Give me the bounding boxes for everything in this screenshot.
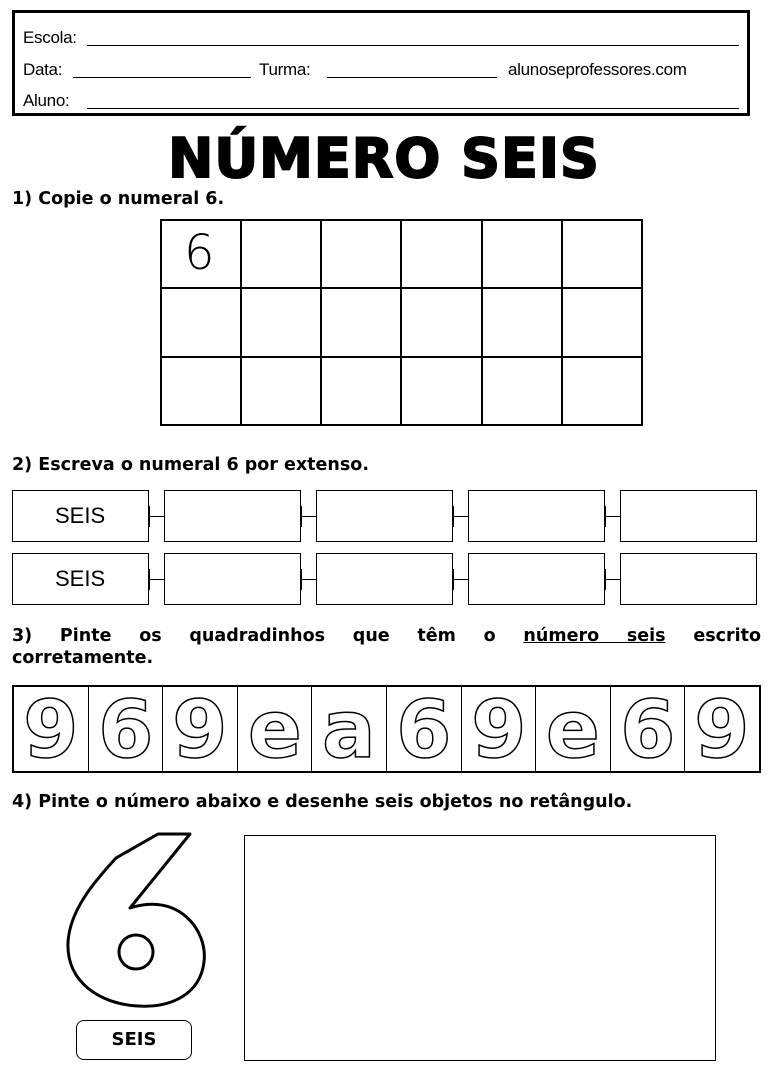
question-3-prompt xyxy=(12,626,761,646)
digit-cell[interactable] xyxy=(238,687,313,771)
word-box-example xyxy=(12,553,149,605)
grid-cell[interactable] xyxy=(242,221,322,289)
page-title: NÚMERO SEIS xyxy=(168,127,600,190)
digit-row xyxy=(12,685,761,773)
digit-cell[interactable] xyxy=(89,687,164,771)
word-box[interactable] xyxy=(620,553,757,605)
connector xyxy=(605,579,621,580)
digit-text: 6 xyxy=(97,687,154,771)
q3-prompt-end: escrito xyxy=(693,626,762,646)
digit-cell[interactable] xyxy=(163,687,238,771)
digit-glyph xyxy=(312,687,386,771)
digit-cell[interactable] xyxy=(685,687,759,771)
word-box[interactable] xyxy=(620,490,757,542)
turma-field[interactable] xyxy=(327,77,497,78)
digit-cell[interactable] xyxy=(536,687,611,771)
student-info-box xyxy=(12,10,750,116)
digit-glyph xyxy=(387,687,461,771)
data-field[interactable] xyxy=(73,77,251,78)
digit-cell[interactable] xyxy=(312,687,387,771)
question-3-prompt-line2: corretamente. xyxy=(12,648,154,668)
grid-cell[interactable] xyxy=(242,289,322,357)
connector xyxy=(605,516,621,517)
copy-grid xyxy=(160,219,643,426)
word-box[interactable] xyxy=(316,490,453,542)
grid-cell[interactable] xyxy=(162,289,242,357)
word-box[interactable] xyxy=(164,553,301,605)
connector xyxy=(301,516,317,517)
digit-glyph xyxy=(685,687,759,771)
grid-cell[interactable] xyxy=(402,221,482,289)
word-box[interactable] xyxy=(316,553,453,605)
word-example: SEIS xyxy=(55,566,106,591)
q3-prompt-start: 3) Pinte os quadradinhos que têm o xyxy=(12,626,496,646)
aluno-label: Aluno: xyxy=(23,91,70,110)
digit-text: 6 xyxy=(619,687,676,771)
digit-glyph xyxy=(611,687,685,771)
grid-cell[interactable] xyxy=(563,358,643,426)
digit-glyph xyxy=(462,687,536,771)
digit-cell[interactable] xyxy=(387,687,462,771)
grid-cell[interactable] xyxy=(483,289,563,357)
data-label: Data: xyxy=(23,60,63,79)
grid-cell[interactable] xyxy=(162,358,242,426)
digit-glyph xyxy=(163,687,237,771)
word-example: SEIS xyxy=(55,503,106,528)
big-six-outline[interactable] xyxy=(58,830,218,1010)
site-name: alunoseprofessores.com xyxy=(508,60,687,79)
grid-cell[interactable] xyxy=(322,221,402,289)
connector xyxy=(301,579,317,580)
grid-cell[interactable] xyxy=(322,358,402,426)
grid-cell[interactable] xyxy=(402,358,482,426)
aluno-field[interactable] xyxy=(87,108,739,109)
grid-cell[interactable] xyxy=(322,289,402,357)
grid-cell[interactable] xyxy=(483,221,563,289)
word-box[interactable] xyxy=(468,553,605,605)
q3-prompt-underlined: número seis xyxy=(523,626,666,646)
digit-cell[interactable] xyxy=(14,687,89,771)
digit-glyph xyxy=(89,687,163,771)
digit-text: e xyxy=(545,687,600,771)
grid-cell[interactable] xyxy=(483,358,563,426)
digit-glyph xyxy=(14,687,88,771)
grid-cell[interactable] xyxy=(563,221,643,289)
digit-text: a xyxy=(322,687,377,771)
digit-text: 6 xyxy=(396,687,452,771)
word-box[interactable] xyxy=(468,490,605,542)
connector xyxy=(453,579,469,580)
digit-text: 9 xyxy=(470,687,527,771)
drawing-area[interactable] xyxy=(244,835,716,1061)
escola-label: Escola: xyxy=(23,28,77,47)
grid-cell[interactable] xyxy=(563,289,643,357)
digit-glyph xyxy=(238,687,312,771)
digit-text: 9 xyxy=(694,687,750,771)
digit-cell[interactable] xyxy=(611,687,686,771)
connector xyxy=(149,516,165,517)
example-numeral: 6 xyxy=(184,225,215,281)
digit-glyph xyxy=(536,687,610,771)
grid-cell[interactable] xyxy=(242,358,322,426)
digit-text: e xyxy=(247,687,302,771)
grid-cell[interactable] xyxy=(402,289,482,357)
turma-label: Turma: xyxy=(259,60,311,79)
question-2-prompt: 2) Escreva o numeral 6 por extenso. xyxy=(12,455,369,475)
digit-text: 9 xyxy=(172,687,228,771)
digit-text: 9 xyxy=(23,687,79,771)
escola-field[interactable] xyxy=(87,45,739,46)
word-box-example xyxy=(12,490,149,542)
grid-cell[interactable] xyxy=(162,221,242,289)
seis-label: SEIS xyxy=(76,1020,192,1060)
question-4-prompt: 4) Pinte o número abaixo e desenhe seis objetos no retângulo. xyxy=(12,792,633,812)
digit-cell[interactable] xyxy=(462,687,537,771)
connector xyxy=(453,516,469,517)
word-box[interactable] xyxy=(164,490,301,542)
question-1-prompt: 1) Copie o numeral 6. xyxy=(12,189,225,209)
connector xyxy=(149,579,165,580)
